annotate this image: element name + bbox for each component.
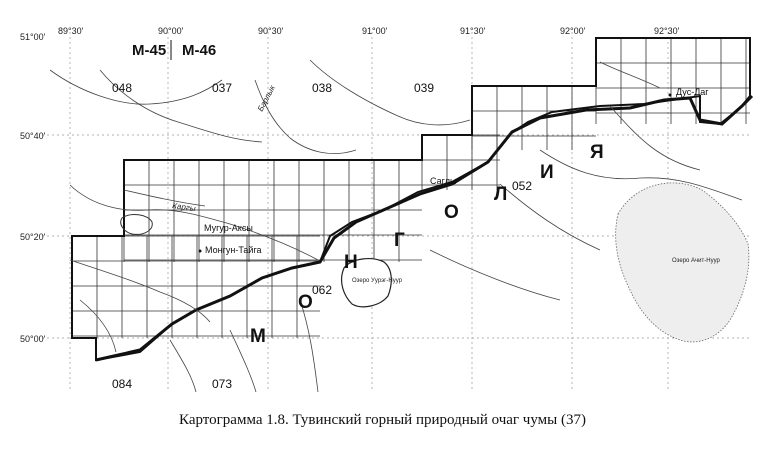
country-letter-3: Н xyxy=(344,252,358,273)
sheet-code-037: 037 xyxy=(212,81,233,95)
river-label-kargy: Каргы xyxy=(171,201,197,214)
country-letter-8: Я xyxy=(590,142,604,163)
lake-label-uureg-nuur: Озеро Уурэг-Нуур xyxy=(352,278,402,284)
lon-label-90-00: 90°00' xyxy=(158,26,184,36)
lat-label-51-00: 51°00' xyxy=(20,32,46,42)
map-sheet-m45: M-45 xyxy=(132,42,167,59)
lake-label-achit-nuur: Озеро Ачит-Нуур xyxy=(672,258,720,264)
lon-label-91-00: 91°00' xyxy=(362,26,388,36)
river-label-barlyk: Барлык xyxy=(255,83,277,113)
lat-label-50-00: 50°00' xyxy=(20,334,46,344)
settlement-dot-monun-taiga xyxy=(199,250,202,253)
lon-label-92-30: 92°30' xyxy=(654,26,680,36)
sheet-code-062: 062 xyxy=(312,283,333,297)
country-letter-5: О xyxy=(444,202,459,223)
lon-label-92-00: 92°00' xyxy=(560,26,586,36)
sheet-code-073: 073 xyxy=(212,377,233,391)
sheet-code-038: 038 xyxy=(312,81,333,95)
small-lake xyxy=(121,215,153,235)
place-dus-dag: Дус-Даг xyxy=(676,87,709,97)
sheet-code-084: 084 xyxy=(112,377,133,391)
lon-label-90-30: 90°30' xyxy=(258,26,284,36)
lat-label-50-40: 50°40' xyxy=(20,131,46,141)
country-letter-4: Г xyxy=(394,230,405,251)
place-mugur-aksy: Мугур-Аксы xyxy=(204,223,253,233)
country-letter-1: М xyxy=(250,326,266,347)
lat-label-50-20: 50°20' xyxy=(20,232,46,242)
place-monun-taiga: Монгун-Тайга xyxy=(205,245,262,255)
place-sagly: Саглы xyxy=(430,176,457,186)
country-letter-6: Л xyxy=(494,184,508,205)
settlement-dot-dus-dag xyxy=(669,94,672,97)
lon-label-91-30: 91°30' xyxy=(460,26,486,36)
country-letter-2: О xyxy=(298,292,313,313)
sheet-code-048: 048 xyxy=(112,81,133,95)
map-caption: Картограмма 1.8. Тувинский горный природный очаг чумы (37) xyxy=(179,412,586,428)
country-letter-7: И xyxy=(540,162,554,183)
sheet-code-052: 052 xyxy=(512,179,533,193)
sheet-code-039: 039 xyxy=(414,81,435,95)
lon-label-89-30: 89°30' xyxy=(58,26,84,36)
map-sheet-m46: M-46 xyxy=(182,42,217,59)
